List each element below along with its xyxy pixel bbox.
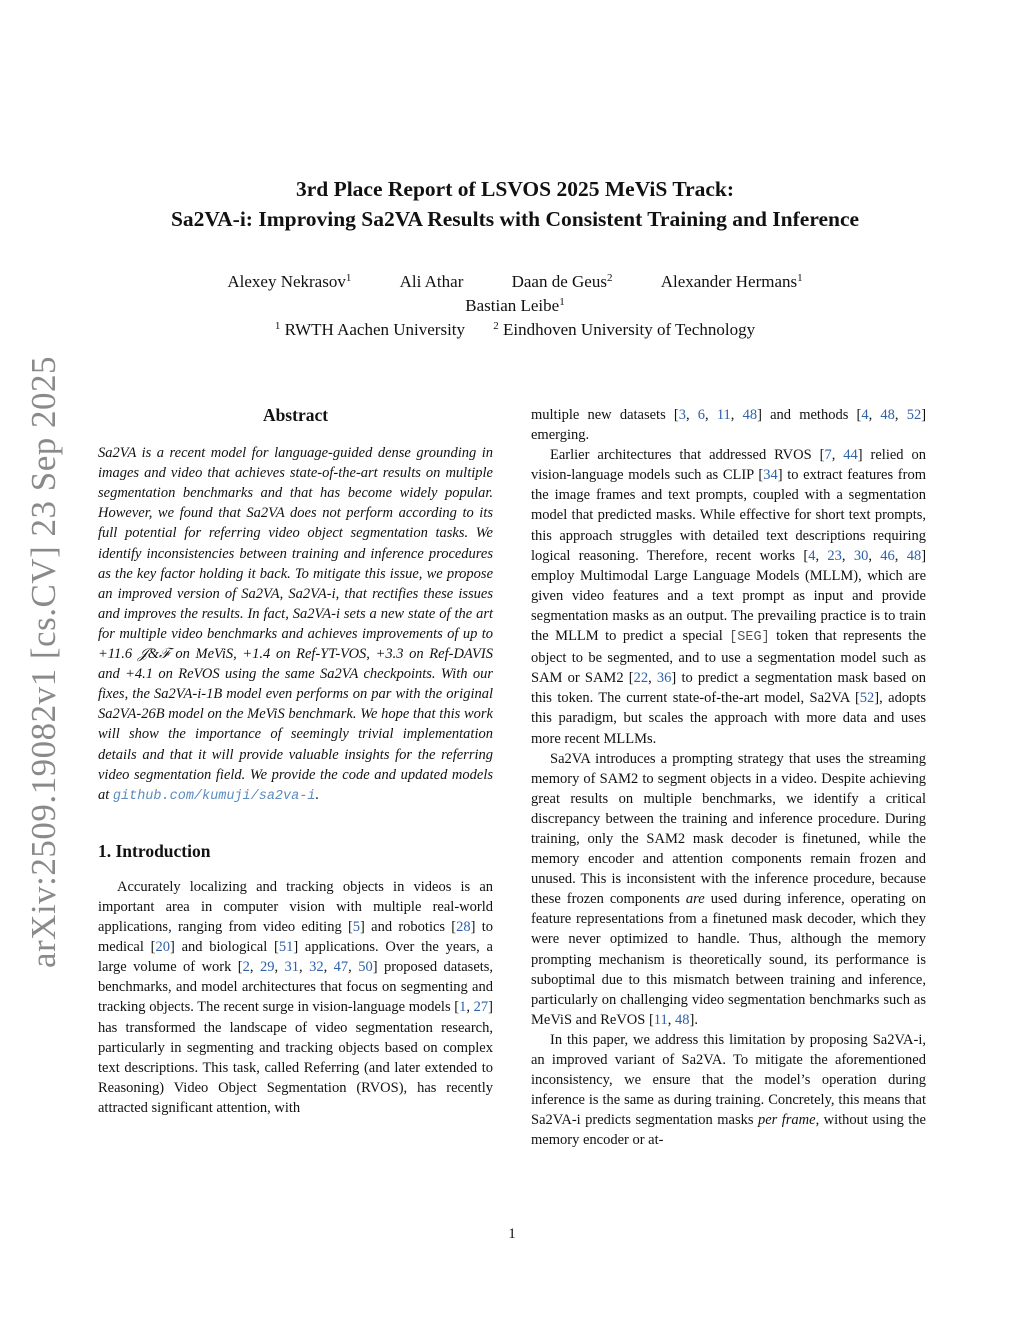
code-repository-link[interactable]: github.com/kumuji/sa2va-i (112, 788, 316, 804)
citation-link[interactable]: 11 (653, 1011, 668, 1028)
citation-link[interactable]: 48 (880, 407, 895, 423)
affiliations (100, 318, 930, 342)
citation-link[interactable]: 36 (656, 670, 672, 687)
intro-paragraph-2: Earlier architectures that addressed RVOS [7, 44] relied on vision-language models such as CLIP [34] to extract features from the image frames and text prompts, coupled with a segmentation model that predicted masks. While effective for short text prompts, this approach struggles with detailed text descriptions requiring logical reasoning. Therefore, recent works [4, 23, 30, 46, 48] employ Multimodal Large Language Models (MLLM), which are given video features and a text prompt as input and provide segmentation masks as an output. The prevailing practice is to train the MLLM to predict a special [SEG] token that represents the object to be segmented, and to use a segmentation model such as SAM or SAM2 [22, 36] to predict a segmentation mask based on this token. The current state-of-the-art model, Sa2VA [52], adopts this paradigm, but scales the approach with more data and uses more recent MLLMs. (531, 447, 927, 747)
citation-link[interactable]: 5 (352, 919, 361, 936)
citation-link[interactable]: 28 (456, 919, 471, 936)
citation-link[interactable]: 48 (742, 407, 758, 423)
citation-link[interactable]: 44 (843, 447, 858, 464)
citation-link[interactable]: 6 (697, 407, 706, 423)
citation-link[interactable]: 34 (763, 467, 778, 484)
right-column (531, 405, 926, 1150)
author-block (100, 270, 930, 342)
page-number: 1 (508, 1226, 516, 1242)
citation-link[interactable]: 32 (309, 959, 324, 976)
seg-token: [SEG] (729, 630, 770, 646)
author: Bastian Leibe$^1$ (465, 296, 565, 315)
citation-link[interactable]: 23 (827, 547, 842, 564)
intro-paragraph-4: In this paper, we address this limitation by proposing Sa2VA-i, an improved variant of Sa2VA. To mitigate the aforementioned inconsistency, we ensure that the model’s operation during inference is the same as during training. Concretely, this means that Sa2VA-i predicts segmentation masks per frame, without using the memory encoder or at- (531, 1031, 926, 1149)
affiliation: $^1$ RWTH Aachen University (274, 320, 466, 339)
citation-link[interactable]: 52 (859, 690, 875, 707)
citation-link[interactable]: 47 (333, 959, 349, 976)
citation-link[interactable]: 51 (278, 939, 294, 956)
abstract-heading: Abstract (262, 405, 329, 425)
citation-link[interactable]: 46 (880, 547, 895, 564)
emphasis: per frame (757, 1112, 816, 1129)
citation-link[interactable]: 7 (824, 447, 832, 464)
citation-link[interactable]: 20 (155, 939, 170, 956)
citation-link[interactable]: 4 (861, 407, 869, 423)
affiliation: $^2$ Eindhoven University of Technology (493, 320, 756, 339)
author-row-2 (100, 294, 930, 318)
citation-link[interactable]: 52 (906, 407, 922, 423)
intro-paragraph-1: Accurately localizing and tracking objects in videos is an important area in computer vision with multiple real-world applications, ranging from video editing [5] and robotics [28] to medical [20] and biological [51] applications. Over the years, a large volume of work [2, 29, 31, 32, 47, 50] proposed datasets, benchmarks, and model architectures that focus on segmenting and tracking objects. The recent surge in vision-language models [1, 27] has transformed the landscape of video segmentation research, particularly in segmenting and tracking objects based on complex text descriptions. This task, called Referring (and later extended to Reasoning) Video Object Segmentation (RVOS), has recently attracted significant attention, with (98, 878, 494, 1116)
paper-title (100, 174, 930, 234)
author-row-1 (100, 270, 930, 294)
citation-link[interactable]: 2 (242, 959, 250, 976)
citation-link[interactable]: 1 (459, 999, 467, 1016)
citation-link[interactable]: 48 (906, 547, 922, 564)
citation-link[interactable]: 30 (853, 547, 869, 564)
intro-paragraph-3: Sa2VA introduces a prompting strategy that uses the streaming memory of SAM2 to segment objects in a video. Despite achieving great results on multiple benchmarks, we identify a critical discrepancy between the training and inference procedure. During training, only the SAM2 mask decoder is finetuned, while the memory encoder and attention components remain frozen and unused. This is inconsistent with the inference procedure, because these frozen components are used during inference, operating on feature representations from a finetuned mask decoder, which they were never optimized to handle. Thus, although the memory prompting mechanism is theoretically sound, its performance is suboptimal due to this mismatch between training and inference, particularly on challenging video segmentation benchmarks such as MeViS and ReVOS [11, 48]. (531, 750, 926, 1028)
emphasis: are (685, 891, 705, 908)
title-line-2: Sa2VA-i: Improving Sa2VA Results with Consistent Training and Inference (170, 207, 860, 231)
arxiv-identifier-stamp: arXiv:2509.19082v1 [cs.CV] 23 Sep 2025 (24, 355, 63, 969)
citation-link[interactable]: 48 (675, 1011, 690, 1028)
introduction-heading: 1. Introduction (98, 840, 211, 861)
author: Alexey Nekrasov$^1$ (227, 272, 352, 291)
citation-link[interactable]: 3 (678, 407, 686, 423)
abstract-text: Sa2VA is a recent model for language-guided dense grounding in images and video that achieves state-of-the-art results on multiple segmentation benchmarks and that has become widely popular. However, we found that Sa2VA does not perform according to its full potential for referring video object segmentation tasks. We identify inconsistencies between training and inference procedures as the key factor holding it back. To mitigate this issue, we propose an improved version of Sa2VA, Sa2VA-i, that rectifies these issues and improves the results. In fact, Sa2VA-i sets a new state of the art for multiple video benchmarks and achieves improvements of up to +11.6 𝒥&ℱ on MeViS, +1.4 on Ref-YT-VOS, +3.3 on Ref-DAVIS and +4.1 on ReVOS using the same Sa2VA checkpoints. With our fixes, the Sa2VA-i-1B model even performs on par with the original Sa2VA-26B model on the MeViS benchmark. We hope that this work will show the importance of seemingly trivial implementation details and that it will provide valuable insights for the referring video segmentation field. We provide the code and updated models at github.com/kumuji/sa2va-i. (98, 445, 493, 804)
author: Ali Athar (399, 272, 464, 291)
author: Daan de Geus$^2$ (511, 272, 613, 291)
citation-link[interactable]: 31 (284, 959, 299, 976)
title-line-1: 3rd Place Report of LSVOS 2025 MeViS Track: (295, 177, 735, 201)
citation-link[interactable]: 29 (259, 959, 275, 976)
citation-link[interactable]: 4 (808, 547, 816, 564)
intro-paragraph-1-continued: multiple new datasets [3, 6, 11, 48] and methods [4, 48, 52] emerging. (531, 407, 927, 444)
citation-link[interactable]: 22 (633, 670, 649, 687)
citation-link[interactable]: 11 (716, 407, 731, 423)
author: Alexander Hermans$^1$ (660, 272, 803, 291)
citation-link[interactable]: 27 (473, 999, 489, 1016)
left-column (98, 405, 493, 1118)
citation-link[interactable]: 50 (358, 959, 373, 976)
